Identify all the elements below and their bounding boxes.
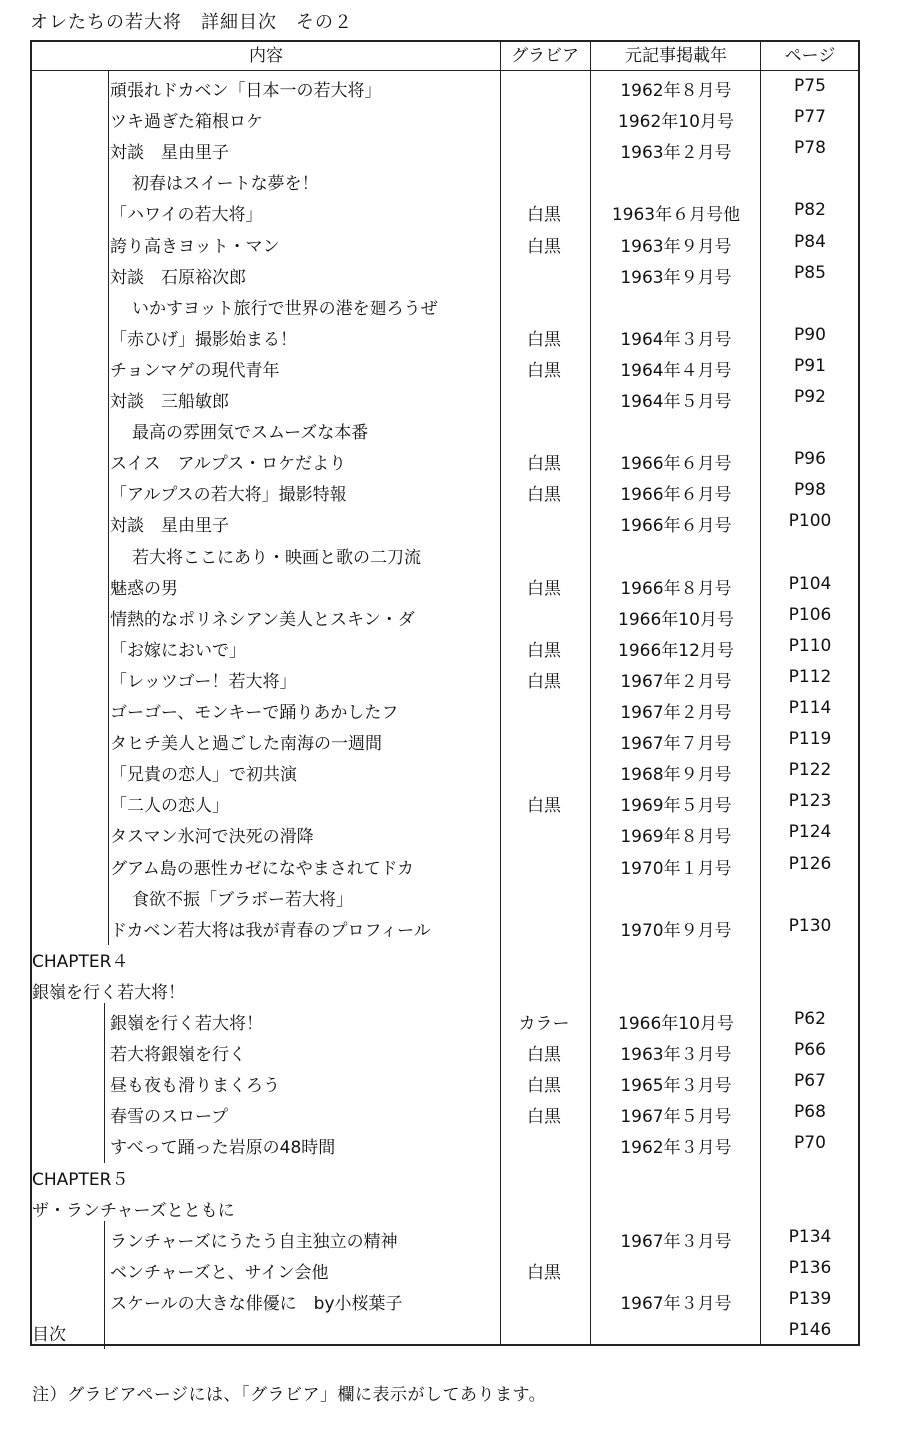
gravure-cell: 白黒 [527, 485, 561, 506]
date-cell: 1967年２月号 [620, 671, 732, 692]
page-cell: P110 [788, 635, 832, 656]
date-cell: 1963年６月号他 [611, 205, 741, 226]
content-cell: 「赤ひげ」撮影始まる！ [110, 329, 297, 350]
content-cell: 情熱的なポリネシアン美人とスキン・ダ [110, 609, 415, 630]
table-row [32, 605, 858, 636]
content-cell: 「兄貴の恋人」で初共演 [110, 765, 297, 786]
date-cell: 1963年２月号 [620, 143, 732, 164]
content-cell: ツキ過ぎた箱根ロケ [110, 112, 263, 133]
date-cell: 1963年３月号 [620, 1045, 732, 1066]
table-row [32, 916, 858, 947]
gravure-cell: 白黒 [527, 360, 561, 381]
page-cell: P96 [794, 449, 826, 470]
indent-divider [104, 1003, 105, 1163]
content-cell: ザ・ランチャーズとともに [32, 1200, 235, 1221]
page-cell: P114 [788, 698, 832, 718]
table-row [32, 1071, 858, 1102]
toc-row [32, 1320, 858, 1351]
table-row [32, 885, 858, 916]
page-cell: P78 [794, 138, 826, 159]
page-cell: P68 [794, 1102, 826, 1123]
page-cell: P122 [788, 760, 832, 781]
content-cell: CHAPTER４ [32, 951, 129, 972]
table-row [32, 698, 858, 729]
table-row [32, 232, 858, 263]
gravure-cell: 白黒 [527, 1262, 561, 1283]
content-cell: ランチャーズにうたう自主独立の精神 [110, 1231, 398, 1252]
gravure-cell: 白黒 [527, 578, 561, 599]
content-cell: すべって踊った岩原の48時間 [110, 1138, 336, 1159]
date-cell: 1967年２月号 [620, 703, 732, 723]
date-cell: 1969年５月号 [620, 796, 732, 817]
content-cell: 銀嶺を行く若大将！ [110, 1014, 263, 1034]
date-cell: 1962年10月号 [618, 112, 734, 133]
content-cell: 目次 [32, 1325, 66, 1345]
date-cell: 1964年４月号 [620, 360, 732, 381]
page-cell: P126 [788, 853, 832, 874]
page-cell: P82 [794, 200, 826, 221]
indent-divider [108, 70, 109, 945]
toc-table [30, 40, 860, 1346]
table-row [32, 107, 858, 138]
header-divider [32, 70, 858, 71]
page-cell: P66 [794, 1040, 826, 1061]
date-cell: 1964年５月号 [620, 392, 732, 412]
content-cell: 対談 石原裕次郎 [110, 267, 246, 288]
page-cell: P130 [788, 915, 832, 936]
page-cell: P119 [788, 729, 832, 750]
date-cell: 1966年６月号 [620, 516, 732, 537]
content-cell: スケールの大きな俳優に by小桜葉子 [110, 1293, 403, 1314]
table-row [32, 760, 858, 791]
content-cell: 魅惑の男 [110, 578, 178, 599]
header-page: ページ [784, 46, 836, 66]
page-cell: P62 [794, 1009, 826, 1029]
table-row [32, 854, 858, 885]
table-row [32, 294, 858, 325]
footnote: 注）グラビアページには、「グラビア」欄に表示がしてあります。 [32, 1385, 547, 1405]
document-title: オレたちの若大将 詳細目次 その２ [30, 12, 353, 33]
content-cell: 初春はスイートな夢を！ [132, 174, 319, 195]
date-cell: 1967年５月号 [620, 1107, 732, 1128]
table-row [32, 1227, 858, 1258]
gravure-cell: 白黒 [527, 1107, 561, 1128]
content-cell: ドカベン若大将は我が青春のプロフィール [110, 920, 431, 941]
date-cell: 1965年３月号 [620, 1076, 732, 1097]
content-cell: 対談 星由里子 [110, 516, 229, 537]
table-row [32, 356, 858, 387]
date-cell: 1963年９月号 [620, 267, 732, 288]
date-cell: 1966年10月号 [618, 1014, 734, 1034]
content-cell: 誇り高きヨット・マン [110, 236, 280, 257]
date-cell: 1964年３月号 [620, 329, 732, 350]
content-cell: 食欲不振「ブラボー若大将」 [132, 889, 353, 910]
date-cell: 1962年３月号 [620, 1138, 732, 1159]
gravure-cell: 白黒 [527, 329, 561, 350]
content-cell: チョンマゲの現代青年 [110, 360, 280, 381]
table-row [32, 729, 858, 760]
content-cell: 昼も夜も滑りまくろう [110, 1076, 280, 1097]
table-row [32, 263, 858, 294]
page-cell: P124 [788, 822, 832, 843]
section-row [32, 1196, 858, 1227]
content-cell: 春雪のスロープ [110, 1107, 229, 1128]
content-cell: 「二人の恋人」 [110, 796, 229, 817]
table-row [32, 636, 858, 667]
table-row [32, 1289, 858, 1320]
page-cell: P98 [794, 480, 826, 501]
content-cell: ベンチャーズと、サイン会他 [110, 1262, 329, 1283]
page-cell: P106 [788, 604, 832, 625]
date-cell: 1968年９月号 [620, 765, 732, 786]
content-cell: CHAPTER５ [32, 1169, 129, 1190]
date-cell: 1967年７月号 [620, 734, 732, 755]
gravure-cell: 白黒 [527, 671, 561, 692]
date-cell: 1966年６月号 [620, 485, 732, 506]
gravure-cell: 白黒 [527, 236, 561, 257]
content-cell: 頑張れドカベン「日本一の若大将」 [110, 81, 382, 101]
page-cell: P112 [788, 666, 832, 687]
table-row [32, 200, 858, 231]
gravure-cell: 白黒 [527, 1045, 561, 1066]
date-cell: 1966年10月号 [618, 609, 734, 630]
page-cell: P70 [794, 1133, 826, 1154]
content-cell: スイス アルプス・ロケだより [110, 454, 347, 475]
gravure-cell: 白黒 [527, 205, 561, 226]
date-cell: 1966年12月号 [618, 640, 734, 661]
content-cell: グアム島の悪性カゼになやまされてドカ [110, 858, 414, 879]
date-cell: 1966年６月号 [620, 454, 732, 475]
gravure-cell: 白黒 [527, 640, 561, 661]
date-cell: 1970年９月号 [620, 920, 732, 941]
content-cell: 若大将銀嶺を行く [110, 1045, 246, 1066]
table-row [32, 387, 858, 418]
page-cell: P146 [788, 1320, 832, 1340]
date-cell: 1963年９月号 [620, 236, 732, 257]
table-row [32, 325, 858, 356]
table-row [32, 1102, 858, 1133]
content-cell: 「レッツゴー！若大将」 [110, 671, 297, 692]
gravure-cell: 白黒 [527, 1076, 561, 1097]
content-cell: 対談 三船敏郎 [110, 392, 229, 412]
table-row [32, 574, 858, 605]
indent-divider [104, 1314, 105, 1349]
table-row [32, 543, 858, 574]
date-cell: 1970年１月号 [620, 858, 732, 879]
content-cell: タヒチ美人と過ごした南海の一週間 [110, 734, 382, 755]
gravure-cell: カラー [518, 1014, 570, 1034]
content-cell: いかすヨット旅行で世界の港を廻ろうぜ [132, 298, 438, 319]
content-cell: 「アルプスの若大将」撮影特報 [110, 485, 347, 506]
section-row [32, 978, 858, 1009]
table-row [32, 1258, 858, 1289]
table-row [32, 169, 858, 200]
page-cell: P134 [788, 1226, 832, 1247]
page-cell: P85 [794, 262, 826, 283]
table-row [32, 76, 858, 107]
section-row [32, 947, 858, 978]
content-cell: タスマン氷河で決死の滑降 [110, 827, 314, 848]
content-cell: 「ハワイの若大将」 [110, 205, 263, 226]
gravure-cell: 白黒 [527, 454, 561, 475]
table-row [32, 791, 858, 822]
date-cell: 1962年８月号 [620, 81, 732, 101]
table-row [32, 511, 858, 542]
table-row [32, 1133, 858, 1164]
page-cell: P123 [788, 791, 832, 812]
date-cell: 1969年８月号 [620, 827, 732, 848]
page-cell: P75 [794, 76, 826, 96]
page-cell: P100 [788, 511, 832, 532]
section-row [32, 1165, 858, 1196]
page-cell: P77 [794, 107, 826, 128]
table-row [32, 449, 858, 480]
table-row [32, 1040, 858, 1071]
content-cell: 銀嶺を行く若大将！ [32, 982, 185, 1003]
table-row [32, 1009, 858, 1040]
header-content: 内容 [249, 46, 283, 66]
table-row [32, 667, 858, 698]
date-cell: 1967年３月号 [620, 1231, 732, 1252]
content-cell: ゴーゴー、モンキーで踊りあかしたフ [110, 703, 399, 723]
date-cell: 1967年３月号 [620, 1293, 732, 1314]
page-cell: P84 [794, 231, 826, 252]
gravure-cell: 白黒 [527, 796, 561, 817]
page-cell: P104 [788, 573, 832, 594]
page-cell: P136 [788, 1257, 832, 1278]
content-cell: 「お嫁においで」 [110, 640, 246, 661]
date-cell: 1966年８月号 [620, 578, 732, 599]
content-cell: 若大将ここにあり・映画と歌の二刀流 [132, 547, 421, 568]
table-row [32, 138, 858, 169]
page-cell: P139 [788, 1288, 832, 1309]
indent-divider [104, 1221, 105, 1318]
page-cell: P91 [794, 355, 826, 376]
page-cell: P90 [794, 324, 826, 345]
header-original-date: 元記事掲載年 [625, 46, 727, 66]
table-row [32, 418, 858, 449]
content-cell: 対談 星由里子 [110, 143, 229, 164]
table-row [32, 480, 858, 511]
header-gravure: グラビア [511, 46, 579, 66]
page-cell: P67 [794, 1071, 826, 1092]
page-cell: P92 [794, 387, 826, 407]
content-cell: 最高の雰囲気でスムーズな本番 [132, 423, 369, 444]
table-row [32, 822, 858, 853]
